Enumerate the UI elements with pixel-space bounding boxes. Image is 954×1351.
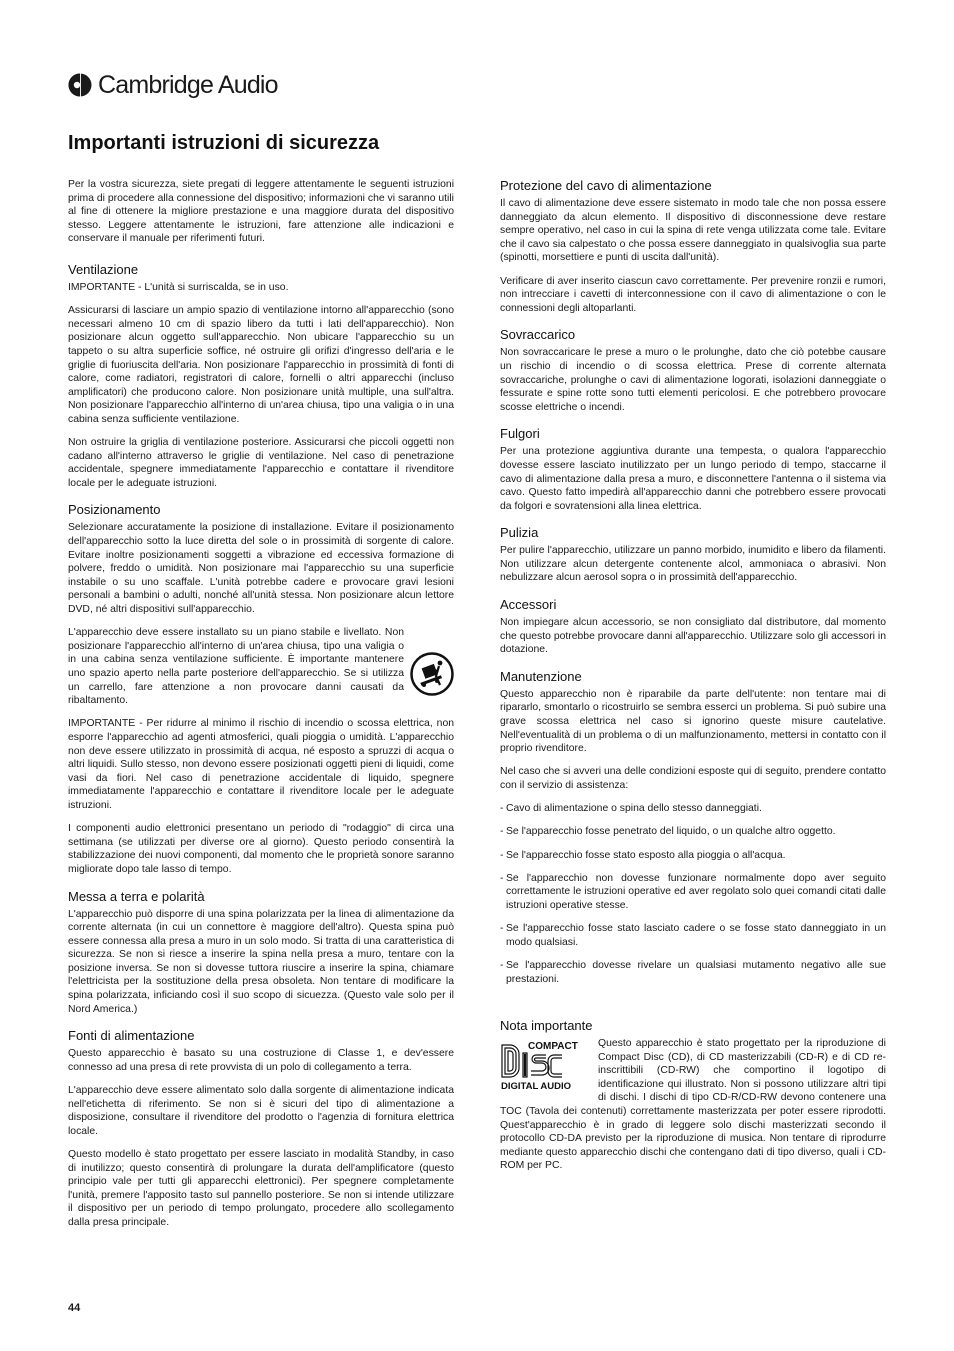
heading-ventilazione: Ventilazione <box>68 261 139 277</box>
brand-name: Cambridge Audio <box>98 70 278 99</box>
section-ventilazione <box>68 262 454 491</box>
heading-posizionamento: Posizionamento <box>68 502 161 518</box>
paragraph: Assicurarsi di lasciare un ampio spazio di ventilazione intorno all'apparecchio (sono necessari almeno 10 cm di spazio libero da tutti i lati dell'apparecchio). Non posizionare alcun oggetto sull'apparecchio. Non ubicare l'apparecchio su un tappeto o su altra superficie soffice, né ostruire gli orifizi d'ingresso dell'aria e le griglie di fuoriuscita dell'aria. Non posizionare l'apparecchio in prossimità di fonti di calore, come radiatori, registratori di calore, fornelli o altri apparecchi (incluso amplificatori) che producono calore. Non posizionare unità multiple, una sull'altra. Non posizionare l'apparecchio all'interno di un'area chiusa, tipo una valigia o in una cabina senza sufficiente ventilazione. <box>68 305 454 425</box>
section-sovraccarico <box>500 327 886 414</box>
paragraph: Questo apparecchio è basato su una costruzione di Classe 1, e dev'essere connesso ad una presa di rete provvista di un polo di collegamento a terra. <box>68 1048 454 1073</box>
section-protezione-cavo <box>500 178 886 315</box>
paragraph: I componenti audio elettronici presentano un periodo di "rodaggio" di circa una settimana (se utilizzati per diverse ore al giorno). Questo periodo consentirà la stabilizzazione dei nuovi componenti, dal momento che le proprietà sonore saranno migliorate dopo tale lasso di tempo. <box>68 823 454 875</box>
section-manutenzione <box>500 669 886 986</box>
list-item: - Se l'apparecchio fosse stato esposto alla pioggia o all'acqua. <box>500 849 886 863</box>
heading-messa-a-terra: Messa a terra e polarità <box>68 888 205 904</box>
paragraph: Il cavo di alimentazione deve essere sistemato in modo tale che non possa essere danneggiato da alcun elemento. Il dispositivo di disconnessione deve restare sempre operativo, nel caso in cui la spina di rete venga utilizzata come tale. Evitare che il cavo sia calpestato o che possa essere danneggiato in qualsivoglia sua parte (spinotti, morsettiere e punti di uscita dall'unità). <box>500 198 886 264</box>
heading-manutenzione: Manutenzione <box>500 668 582 684</box>
paragraph: Verificare di aver inserito ciascun cavo correttamente. Per prevenire ronzii e rumori, non intrecciare i cavetti di interconnessione con il cavo di alimentazione o con le connessioni degli altoparlanti. <box>500 275 886 314</box>
heading-fulgori: Fulgori <box>500 426 540 442</box>
paragraph: Questo apparecchio è stato progettato per la riproduzione di Compact Disc (CD), di CD masterizzabili (CD-R) e di CD re-inscrittibili (CD-RW) che comportino il logotipo di identificazione qui illustrato. Non si possono utilizzare altri tipi di dischi. I dischi di tipo CD-R/CD-RW devono contenere una TOC (Tavola dei contenuti) correttamente masterizzata per poter essere riprodotti. Quest'apparecchio è in grado di leggere solo dischi masterizzati secondo il protocollo CD-DA previsto per la riproduzione di musica. Non tentare di riprodurre mediante questo apparecchio dischi che contengano dati di tipo diverso, quali i CD-ROM per PC. <box>500 1038 886 1172</box>
section-posizionamento <box>68 502 454 876</box>
left-column <box>68 178 454 1242</box>
heading-fonti-di-alimentazione: Fonti di alimentazione <box>68 1028 195 1044</box>
section-fonti-di-alimentazione <box>68 1028 454 1229</box>
paragraph: Non sovraccaricare le prese a muro o le prolunghe, dato che ciò potebbe causare un rischio di incendio o di scossa elettrica. Prese di corrente alternata sovraccariche, prolunghe o cavi di alimentazione logorati, isolazioni danneggiate o fessurate e spine rotte sono tutti elementi pericolosi. E che potrebbero provocare scosse elettriche o incendi. <box>500 347 886 413</box>
service-conditions-list <box>500 802 886 986</box>
section-fulgori <box>500 426 886 513</box>
page-title: Importanti istruzioni di sicurezza <box>68 132 380 154</box>
intro-paragraph: Per la vostra sicurezza, siete pregati di leggere attentamente le seguenti istruzioni prima di procedere alla connessione del dispositivo; informazioni che vi saranno utili al fine di ottenere la migliore prestazione e una maggiore durata del dispositivo stesso. Leggere attentamente le istruzioni, fare attenzione alle indicazioni e conservare il manuale per riferimenti futuri. <box>68 179 454 245</box>
paragraph: L'apparecchio deve essere alimentato solo dalla sorgente di alimentazione indicata nell'etichetta di riferimento. Se non si è sicuri del tipo di alimentazione a disposizione, consultare il rivenditore del prodotto o l'agenzia di fornitura elettrica locale. <box>68 1085 454 1137</box>
paragraph: Per una protezione aggiuntiva durante una tempesta, o qualora l'apparecchio dovesse essere lasciato inutilizzato per un lungo periodo di tempo, staccarne il cavo di alimentazione dalla presa a muro, e disconnettere l'antenna o il sistema via cavo. Questo fatto impedirà all'apparecchio danni che potrebbero essere provocati da folgori e sovratensioni alla linea elettrica. <box>500 446 886 512</box>
right-column <box>500 178 886 1185</box>
cart-tip-over-warning-icon <box>410 652 454 696</box>
paragraph: IMPORTANTE - L'unità si surriscalda, se in uso. <box>68 281 289 293</box>
list-item: - Se l'apparecchio fosse stato lasciato cadere o se fosse stato danneggiato in un modo qualsiasi. <box>500 922 886 949</box>
compact-disc-digital-audio-logo-icon <box>500 1039 590 1093</box>
svg-text:DIGITAL AUDIO: DIGITAL AUDIO <box>501 1081 572 1093</box>
section-pulizia <box>500 525 886 585</box>
section-accessori <box>500 597 886 657</box>
paragraph: IMPORTANTE - Per ridurre al minimo il rischio di incendio o scossa elettrica, non esporre l'apparecchio ad agenti atmosferici, quali pioggia o umidità. L'apparecchio non deve essere utilizzato in prossimità di acqua, né esposto a spruzzi di acqua o altri liquidi. Sullo stesso, non devono essere posizionati oggetti pieni di liquidi, come vasi da fiori. Nel caso di penetrazione accidentale di liquido, spegnere immediatamente l'apparecchio e contattare il rivenditore locale per le adeguate istruzioni. <box>68 718 454 811</box>
heading-accessori: Accessori <box>500 597 557 613</box>
paragraph: Questo modello è stato progettato per essere lasciato in modalità Standby, in caso di inutilizzo; questo consentirà di prolungare la durata dell'amplificatore (questo principio vale per tutti gli apparecchi elettronici). Per spegnere completamente l'unità, premere l'apposito tasto sul pannello posteriore. Se non si intende utilizzare il dispositivo per un periodo di tempo prolungato, procedere allo scollegamento dalla presa principale. <box>68 1149 454 1228</box>
page-number: 44 <box>68 1302 81 1314</box>
heading-sovraccarico: Sovraccarico <box>500 327 576 343</box>
paragraph: L'apparecchio deve essere installato su un piano stabile e livellato. Non posizionare l'apparecchio all'interno di un'area chiusa, tipo una valigia o in una cabina senza ventilazione sufficiente. È importante mantenere uno spazio aperto nella parte posteriore dell'apparecchio. Se si utilizza un carrello, fare attenzione a non provocare danni causati da ribaltamento. <box>68 627 404 707</box>
list-item: - Se l'apparecchio fosse penetrato del liquido, o un qualche altro oggetto. <box>500 825 886 839</box>
cambridge-audio-logo-icon <box>68 73 92 97</box>
paragraph: Non ostruire la griglia di ventilazione posteriore. Assicurarsi che piccoli oggetti non cadano all'interno attraverso le griglie di ventilazione. Nel caso di penetrazione accidentale, spegnere immediatamente l'apparecchio e contattare il rivenditore locale per le adeguate istruzioni. <box>68 437 454 489</box>
list-item: - Se l'apparecchio dovesse rivelare un qualsiasi mutamento negativo alle sue prestazioni. <box>500 959 886 986</box>
heading-nota-importante: Nota importante <box>500 1018 593 1034</box>
paragraph: L'apparecchio può disporre di una spina polarizzata per la linea di alimentazione da corrente alternata (in cui un connettore è maggiore dell'altro). Questa spina può essere connessa alla presa a muro in un solo modo. Si tratta di una caratteristica di sicurezza. Se non si riesce a inserire la spina nella presa a muro, tentare con la posizione inversa. Se non si dovesse tuttora riuscire a inserire la spina, chiamare l'elettricista per la sostituzione della presa obsoleta. Non tentare di modificare la spina polarizzata, inficiando così il suo scopo di sicuezza. (Questo vale solo per il Nord America.) <box>68 908 454 1015</box>
paragraph-with-cart-warning <box>68 626 454 708</box>
paragraph: Non impiegare alcun accessorio, se non consigliato dal distributore, dal momento che questo potrebbe provocare danni all'apparecchio. Utilizzare solo gli accessori in dotazione. <box>500 617 886 656</box>
brand-logo <box>68 70 278 100</box>
section-nota-importante <box>500 1018 886 1173</box>
paragraph: Questo apparecchio non è riparabile da parte dell'utente: non tentare mai di ripararlo, smontarlo o ricostruirlo se sembra esserci un problema. Si può subire una grave scossa elettrica nel caso si ignorino queste misure cautelative. Nell'eventualità di un problema o di un malfunzionamento, mettersi in contatto con il proprio rivenditore. <box>500 688 886 755</box>
paragraph: Selezionare accuratamente la posizione di installazione. Evitare il posizionamento dell'apparecchio sotto la luce diretta del sole o in prossimità di sorgente di calore. Evitare inoltre posizionamenti soggetti a vibrazione ed eccessiva formazione di polvere, freddo o umidità. Non posizionare mai l'apparecchio su una superficie instabile o su uno scaffale. L'unità potrebbe cadere e provocare gravi lesioni personali a bambini o adulti, nonché all'unità stessa. Non posizionare alcun lettore DVD, né altri dispositivi sull'apparecchio. <box>68 522 454 616</box>
paragraph: Per pulire l'apparecchio, utilizzare un panno morbido, inumidito e libero da filamenti. Non utilizzare alcun detergente contenente alcol, ammoniaca o abrasivi. Non nebulizzare alcun aerosol sopra o in prossimità dell'apparecchio. <box>500 545 886 584</box>
heading-protezione-cavo: Protezione del cavo di alimentazione <box>500 178 712 193</box>
svg-text:COMPACT: COMPACT <box>528 1041 578 1053</box>
list-item: - Cavo di alimentazione o spina dello stesso danneggiati. <box>500 802 886 816</box>
list-item: - Se l'apparecchio non dovesse funzionare normalmente dopo aver seguito correttamente le istruzioni operative ed aver regolato solo quei comandi citati dalle istruzioni operative stesse. <box>500 872 886 913</box>
heading-pulizia: Pulizia <box>500 525 539 541</box>
paragraph: Nel caso che si avveri una delle condizioni esposte qui di seguito, prendere contatto con il servizio di assistenza: <box>500 766 886 791</box>
section-messa-a-terra <box>68 889 454 1017</box>
